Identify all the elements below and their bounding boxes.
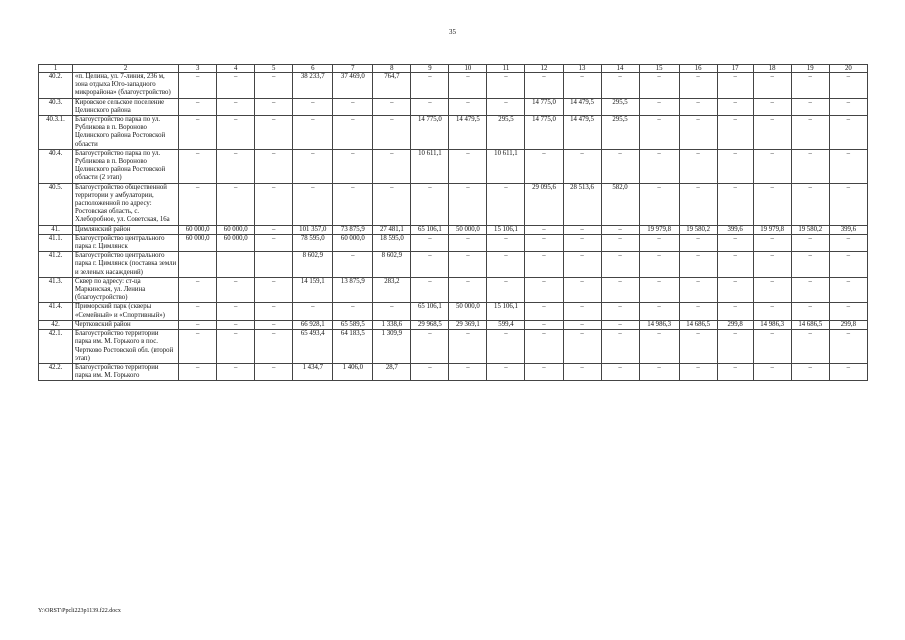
value-cell: 60 000,0 — [333, 234, 373, 251]
column-number-cell: 19 — [791, 65, 829, 73]
table-row — [39, 73, 868, 99]
value-cell: – — [791, 277, 829, 303]
column-number-cell: 14 — [601, 65, 639, 73]
value-cell: – — [753, 252, 791, 278]
value-cell: – — [601, 234, 639, 251]
value-cell: – — [563, 303, 601, 320]
value-cell: – — [373, 116, 411, 150]
value-cell: – — [217, 303, 255, 320]
value-cell: – — [217, 73, 255, 99]
value-cell: 66 928,1 — [293, 320, 333, 329]
value-cell: 60 000,0 — [217, 225, 255, 234]
value-cell: – — [563, 252, 601, 278]
value-cell: – — [525, 149, 563, 183]
value-cell: 14 686,5 — [791, 320, 829, 329]
value-cell: – — [411, 98, 449, 115]
value-cell: – — [753, 73, 791, 99]
value-cell: – — [601, 252, 639, 278]
value-cell: 65 106,1 — [411, 303, 449, 320]
value-cell: 14 775,0 — [525, 116, 563, 150]
value-cell: 8 602,9 — [293, 252, 333, 278]
value-cell: 283,2 — [373, 277, 411, 303]
value-cell: – — [753, 363, 791, 380]
value-cell: 399,6 — [717, 225, 753, 234]
object-name-cell: Благоустройство территории парка им. М. Горького в пос. Чертково Ростовской обл. (второй этап) — [73, 330, 179, 364]
object-name-cell: Благоустройство центрального парка г. Цимлянск (поставка земли и зеленых насаждений) — [73, 252, 179, 278]
value-cell: 295,5 — [487, 116, 525, 150]
table-row — [39, 320, 868, 329]
table-row — [39, 149, 868, 183]
value-cell: – — [487, 234, 525, 251]
column-number-cell: 10 — [449, 65, 487, 73]
value-cell: – — [179, 183, 217, 225]
value-cell: 14 479,5 — [563, 98, 601, 115]
value-cell: – — [679, 363, 717, 380]
column-number-cell: 2 — [73, 65, 179, 73]
value-cell: – — [293, 303, 333, 320]
value-cell: – — [255, 98, 293, 115]
value-cell: 8 602,9 — [373, 252, 411, 278]
column-number-cell: 15 — [639, 65, 679, 73]
value-cell: – — [179, 98, 217, 115]
value-cell: – — [679, 183, 717, 225]
value-cell: 14 986,3 — [753, 320, 791, 329]
value-cell: – — [601, 73, 639, 99]
table-row — [39, 277, 868, 303]
object-name-cell: Кировское сельское поселение Целинского района — [73, 98, 179, 115]
value-cell: – — [791, 252, 829, 278]
value-cell: – — [293, 149, 333, 183]
column-number-cell: 7 — [333, 65, 373, 73]
row-number-cell: 41.4. — [39, 303, 73, 320]
column-number-cell: 8 — [373, 65, 411, 73]
value-cell: – — [753, 234, 791, 251]
value-cell: – — [639, 330, 679, 364]
value-cell: 28,7 — [373, 363, 411, 380]
value-cell: 29 095,6 — [525, 183, 563, 225]
object-name-cell: Благоустройство общественной территории у амбулатории, расположенной по адресу: Ростовская область, с. Хлеборобное, ул. Советская, 16а — [73, 183, 179, 225]
row-number-cell: 42.1. — [39, 330, 73, 364]
value-cell: – — [639, 98, 679, 115]
value-cell: – — [829, 116, 867, 150]
value-cell: – — [487, 183, 525, 225]
value-cell: 78 595,0 — [293, 234, 333, 251]
value-cell: – — [829, 363, 867, 380]
value-cell: – — [717, 116, 753, 150]
value-cell: – — [449, 277, 487, 303]
object-name-cell: Приморский парк (скверы «Семейный» и «Спортивный») — [73, 303, 179, 320]
value-cell: – — [829, 73, 867, 99]
value-cell: – — [449, 252, 487, 278]
column-number-cell: 17 — [717, 65, 753, 73]
value-cell: – — [179, 320, 217, 329]
row-number-cell: 41.2. — [39, 252, 73, 278]
value-cell: – — [717, 252, 753, 278]
value-cell: – — [487, 252, 525, 278]
object-name-cell: Благоустройство центрального парка г. Цимлянск — [73, 234, 179, 251]
value-cell: – — [333, 252, 373, 278]
value-cell: 582,0 — [601, 183, 639, 225]
value-cell: – — [217, 116, 255, 150]
value-cell: – — [293, 98, 333, 115]
object-name-cell: Сквер по адресу: ст-ца Маркинская, ул. Ленина (благоустройство) — [73, 277, 179, 303]
value-cell: – — [717, 330, 753, 364]
value-cell: 60 000,0 — [179, 234, 217, 251]
object-name-cell: Благоустройство территории парка им. М. Горького — [73, 363, 179, 380]
column-number-cell: 20 — [829, 65, 867, 73]
column-number-cell: 13 — [563, 65, 601, 73]
value-cell: – — [255, 149, 293, 183]
value-cell: – — [217, 330, 255, 364]
column-number-cell: 4 — [217, 65, 255, 73]
column-number-cell: 11 — [487, 65, 525, 73]
value-cell: – — [639, 252, 679, 278]
value-cell: – — [255, 225, 293, 234]
value-cell: – — [829, 277, 867, 303]
value-cell: – — [293, 183, 333, 225]
value-cell: 14 479,5 — [449, 116, 487, 150]
value-cell: – — [333, 116, 373, 150]
value-cell: – — [217, 363, 255, 380]
value-cell: – — [255, 303, 293, 320]
value-cell: – — [449, 183, 487, 225]
value-cell: – — [179, 363, 217, 380]
value-cell: – — [217, 320, 255, 329]
value-cell: – — [717, 234, 753, 251]
value-cell: – — [373, 183, 411, 225]
value-cell: – — [791, 234, 829, 251]
value-cell: 14 775,0 — [411, 116, 449, 150]
value-cell: 60 000,0 — [179, 225, 217, 234]
value-cell: – — [679, 234, 717, 251]
table-row — [39, 303, 868, 320]
value-cell: – — [639, 234, 679, 251]
column-number-cell: 5 — [255, 65, 293, 73]
value-cell: – — [217, 183, 255, 225]
value-cell: 65 106,1 — [411, 225, 449, 234]
column-number-cell: 1 — [39, 65, 73, 73]
value-cell: – — [601, 363, 639, 380]
value-cell: 101 357,0 — [293, 225, 333, 234]
value-cell: – — [829, 149, 867, 183]
value-cell: – — [791, 98, 829, 115]
value-cell: – — [373, 149, 411, 183]
value-cell: – — [255, 320, 293, 329]
value-cell: – — [487, 363, 525, 380]
value-cell: – — [179, 277, 217, 303]
value-cell: 295,5 — [601, 116, 639, 150]
row-number-cell: 42.2. — [39, 363, 73, 380]
value-cell: – — [333, 183, 373, 225]
object-name-cell: Чертковский район — [73, 320, 179, 329]
value-cell: 10 611,1 — [411, 149, 449, 183]
value-cell: – — [601, 277, 639, 303]
row-number-cell: 40.2. — [39, 73, 73, 99]
value-cell: – — [525, 225, 563, 234]
value-cell: 37 469,0 — [333, 73, 373, 99]
value-cell: – — [829, 252, 867, 278]
value-cell: – — [525, 320, 563, 329]
value-cell: 73 875,9 — [333, 225, 373, 234]
value-cell: – — [717, 149, 753, 183]
value-cell: 64 183,5 — [333, 330, 373, 364]
value-cell: – — [753, 183, 791, 225]
value-cell: – — [525, 303, 563, 320]
value-cell: – — [639, 303, 679, 320]
value-cell: – — [179, 330, 217, 364]
value-cell: 19 979,8 — [753, 225, 791, 234]
value-cell: – — [639, 363, 679, 380]
value-cell — [255, 252, 293, 278]
value-cell: – — [525, 252, 563, 278]
value-cell — [217, 252, 255, 278]
value-cell: – — [679, 252, 717, 278]
value-cell: – — [601, 149, 639, 183]
value-cell: – — [717, 363, 753, 380]
value-cell: 599,4 — [487, 320, 525, 329]
value-cell: 14 159,1 — [293, 277, 333, 303]
value-cell: – — [601, 330, 639, 364]
value-cell: – — [255, 363, 293, 380]
value-cell: – — [525, 363, 563, 380]
value-cell: – — [717, 303, 753, 320]
value-cell: 65 493,4 — [293, 330, 333, 364]
value-cell: 50 000,0 — [449, 225, 487, 234]
value-cell: 13 875,9 — [333, 277, 373, 303]
value-cell: – — [411, 234, 449, 251]
value-cell: – — [753, 149, 791, 183]
value-cell: – — [791, 183, 829, 225]
page-number: 35 — [449, 28, 456, 36]
value-cell: 1 434,7 — [293, 363, 333, 380]
value-cell: – — [255, 183, 293, 225]
value-cell: 65 589,5 — [333, 320, 373, 329]
table-row — [39, 330, 868, 364]
value-cell: – — [449, 98, 487, 115]
value-cell: – — [753, 98, 791, 115]
value-cell: – — [717, 183, 753, 225]
value-cell: – — [639, 149, 679, 183]
value-cell: – — [563, 320, 601, 329]
value-cell: – — [373, 303, 411, 320]
value-cell: – — [411, 252, 449, 278]
object-name-cell: Благоустройство парка по ул. Рубликова в п. Вороново Целинского района Ростовской области — [73, 116, 179, 150]
value-cell: – — [411, 363, 449, 380]
value-cell: 399,6 — [829, 225, 867, 234]
value-cell: – — [829, 234, 867, 251]
value-cell: – — [487, 330, 525, 364]
value-cell: – — [179, 303, 217, 320]
table-row — [39, 225, 868, 234]
row-number-cell: 41. — [39, 225, 73, 234]
column-number-cell: 9 — [411, 65, 449, 73]
value-cell: – — [563, 330, 601, 364]
column-number-row — [39, 65, 868, 73]
file-path-footer: Y:\ORST\Ppcli223p1139.f22.docx — [38, 608, 121, 614]
value-cell: – — [255, 234, 293, 251]
value-cell: – — [563, 234, 601, 251]
row-number-cell: 40.4. — [39, 149, 73, 183]
value-cell: 60 000,0 — [217, 234, 255, 251]
value-cell: 50 000,0 — [449, 303, 487, 320]
value-cell: – — [601, 303, 639, 320]
value-cell: – — [753, 277, 791, 303]
column-number-cell: 12 — [525, 65, 563, 73]
value-cell: – — [333, 303, 373, 320]
object-name-cell: Благоустройство парка по ул. Рубликова в п. Вороново Целинского района Ростовской области (2 этап) — [73, 149, 179, 183]
value-cell: – — [449, 149, 487, 183]
row-number-cell: 40.3. — [39, 98, 73, 115]
value-cell: – — [753, 330, 791, 364]
value-cell: – — [255, 73, 293, 99]
value-cell: – — [525, 277, 563, 303]
value-cell: – — [333, 98, 373, 115]
row-number-cell: 40.5. — [39, 183, 73, 225]
column-number-cell: 16 — [679, 65, 717, 73]
value-cell: – — [791, 330, 829, 364]
value-cell: – — [217, 277, 255, 303]
value-cell: 14 986,3 — [639, 320, 679, 329]
value-cell: – — [679, 303, 717, 320]
value-cell: – — [179, 149, 217, 183]
value-cell: – — [791, 363, 829, 380]
value-cell: – — [217, 98, 255, 115]
value-cell: – — [179, 116, 217, 150]
value-cell: 1 309,9 — [373, 330, 411, 364]
value-cell: 28 513,6 — [563, 183, 601, 225]
row-number-cell: 41.1. — [39, 234, 73, 251]
value-cell: – — [679, 330, 717, 364]
column-number-cell: 3 — [179, 65, 217, 73]
object-name-cell: Цимлянский район — [73, 225, 179, 234]
value-cell: 19 580,2 — [791, 225, 829, 234]
value-cell: – — [679, 73, 717, 99]
table-row — [39, 252, 868, 278]
value-cell: – — [679, 277, 717, 303]
value-cell: – — [829, 303, 867, 320]
value-cell: – — [293, 116, 333, 150]
value-cell: 14 686,5 — [679, 320, 717, 329]
value-cell: – — [679, 149, 717, 183]
value-cell: – — [449, 330, 487, 364]
value-cell: – — [791, 303, 829, 320]
column-number-cell: 6 — [293, 65, 333, 73]
value-cell: – — [791, 73, 829, 99]
value-cell: – — [449, 234, 487, 251]
value-cell: – — [791, 149, 829, 183]
value-cell: 10 611,1 — [487, 149, 525, 183]
value-cell: – — [563, 363, 601, 380]
value-cell: – — [255, 277, 293, 303]
value-cell: 27 481,1 — [373, 225, 411, 234]
value-cell: – — [639, 73, 679, 99]
value-cell: 38 233,7 — [293, 73, 333, 99]
value-cell: – — [333, 149, 373, 183]
value-cell: – — [753, 116, 791, 150]
value-cell — [179, 252, 217, 278]
value-cell: 1 338,6 — [373, 320, 411, 329]
program-table — [38, 64, 868, 381]
value-cell: – — [791, 116, 829, 150]
value-cell: – — [179, 73, 217, 99]
value-cell: 299,8 — [829, 320, 867, 329]
table-row — [39, 234, 868, 251]
value-cell: – — [525, 330, 563, 364]
value-cell: – — [679, 116, 717, 150]
value-cell: – — [487, 277, 525, 303]
value-cell: 19 580,2 — [679, 225, 717, 234]
value-cell: – — [829, 183, 867, 225]
value-cell: – — [829, 98, 867, 115]
value-cell: 299,8 — [717, 320, 753, 329]
value-cell: – — [639, 277, 679, 303]
value-cell: – — [829, 330, 867, 364]
value-cell: 18 595,0 — [373, 234, 411, 251]
value-cell: 14 479,5 — [563, 116, 601, 150]
value-cell: – — [449, 73, 487, 99]
value-cell: 14 775,0 — [525, 98, 563, 115]
value-cell: – — [217, 149, 255, 183]
value-cell: 15 106,1 — [487, 225, 525, 234]
value-cell: – — [639, 116, 679, 150]
value-cell: – — [411, 277, 449, 303]
value-cell: – — [717, 277, 753, 303]
row-number-cell: 42. — [39, 320, 73, 329]
value-cell: – — [487, 73, 525, 99]
value-cell: – — [563, 225, 601, 234]
value-cell: – — [449, 363, 487, 380]
value-cell: – — [487, 98, 525, 115]
value-cell: – — [717, 98, 753, 115]
value-cell: – — [411, 330, 449, 364]
table-row — [39, 98, 868, 115]
table-row — [39, 183, 868, 225]
row-number-cell: 40.3.1. — [39, 116, 73, 150]
row-number-cell: 41.3. — [39, 277, 73, 303]
value-cell: 29 369,1 — [449, 320, 487, 329]
value-cell: 29 968,5 — [411, 320, 449, 329]
value-cell: – — [373, 98, 411, 115]
value-cell: 15 106,1 — [487, 303, 525, 320]
value-cell: – — [563, 149, 601, 183]
table-row — [39, 363, 868, 380]
value-cell: – — [563, 277, 601, 303]
value-cell: – — [753, 303, 791, 320]
value-cell: – — [679, 98, 717, 115]
table-row — [39, 116, 868, 150]
value-cell: – — [411, 73, 449, 99]
value-cell: 295,5 — [601, 98, 639, 115]
value-cell: – — [601, 320, 639, 329]
value-cell: – — [639, 183, 679, 225]
value-cell: 1 406,0 — [333, 363, 373, 380]
value-cell: – — [563, 73, 601, 99]
object-name-cell: «п. Целина, ул. 7-линия, 236 м, зона отдыха Юго-западного микрорайона» (благоустройство) — [73, 73, 179, 99]
value-cell: – — [411, 183, 449, 225]
value-cell: – — [255, 116, 293, 150]
value-cell: – — [525, 234, 563, 251]
value-cell: – — [525, 73, 563, 99]
value-cell: – — [255, 330, 293, 364]
column-number-cell: 18 — [753, 65, 791, 73]
value-cell: 764,7 — [373, 73, 411, 99]
value-cell: – — [717, 73, 753, 99]
value-cell: – — [601, 225, 639, 234]
value-cell: 19 979,8 — [639, 225, 679, 234]
